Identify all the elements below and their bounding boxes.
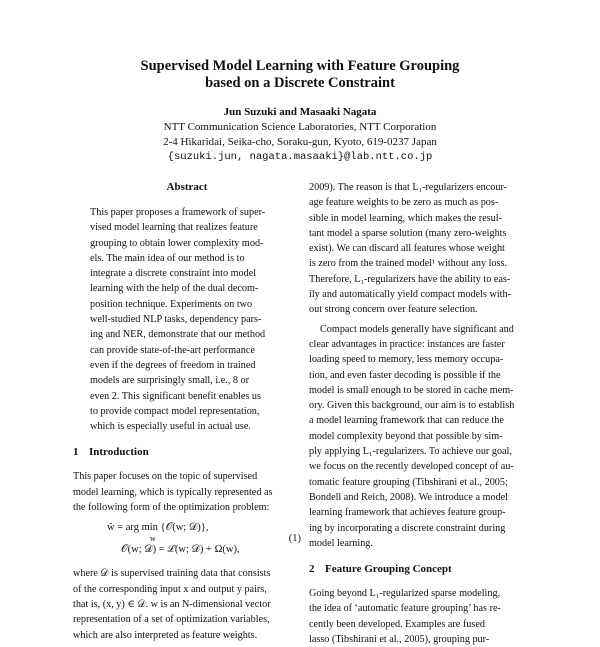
abstract-line: This paper proposes a framework of super- bbox=[90, 207, 266, 218]
right-paragraph-1 bbox=[309, 180, 535, 318]
body-line: sible in model learning, which makes the resul- bbox=[309, 212, 502, 224]
abstract-line: vised model learning that realizes feature bbox=[90, 222, 258, 234]
body-line: lasso (Tibshirani et al., 2005), grouping pur- bbox=[309, 634, 490, 646]
body-line: Therefore, L₁-regularizers have the ability to eas- bbox=[309, 273, 511, 285]
body-line: we focus on the recently developed concept of au- bbox=[309, 461, 514, 473]
abstract-line: which is especially useful in actual use. bbox=[90, 421, 251, 433]
equation-line-1: ŵ = arg min {𝒪(w; 𝒟)}, bbox=[107, 522, 209, 534]
abstract-body bbox=[73, 205, 301, 434]
paper-title-line2: based on a Discrete Constraint bbox=[205, 75, 395, 91]
body-line: learning framework that achieves feature group- bbox=[309, 507, 506, 519]
section-2-heading bbox=[309, 562, 535, 577]
body-line: ily and automatically yield compact models with- bbox=[309, 289, 511, 301]
right-paragraph-2 bbox=[309, 322, 535, 551]
section-1-heading bbox=[73, 445, 301, 460]
abstract-line: grouping to obtain lower complexity mod- bbox=[90, 237, 264, 249]
body-line: is zero from the trained model¹ without any loss. bbox=[309, 258, 507, 270]
section-2-title: Feature Grouping Concept bbox=[325, 563, 452, 576]
intro-paragraph bbox=[73, 469, 301, 515]
email-addresses: {suzuki.jun, nagata.masaaki}@lab.ntt.co.jp bbox=[167, 151, 433, 163]
body-line: cently been developed. Examples are fused bbox=[309, 618, 485, 630]
right-column bbox=[309, 180, 535, 647]
body-line: tomatic feature grouping (Tibshirani et al., 2005; bbox=[309, 476, 508, 488]
body-line: tant model a sparse solution (many zero-weights bbox=[309, 227, 507, 239]
body-line: Bondell and Reich, 2008). We introduce a model bbox=[309, 491, 509, 503]
author-names: Jun Suzuki and Masaaki Nagata bbox=[223, 106, 377, 118]
paper-title-line1: Supervised Model Learning with Feature Grouping bbox=[140, 58, 460, 74]
section-2-number: 2 bbox=[309, 563, 315, 576]
section-1-title: Introduction bbox=[89, 446, 149, 459]
equation-subscript: w bbox=[150, 534, 156, 544]
abstract-heading: Abstract bbox=[166, 181, 208, 193]
body-line: clear advantages in practice: instances are faster bbox=[309, 338, 505, 350]
intro-line: which are also interpreted as feature weights. bbox=[73, 629, 258, 641]
body-line: ply applying L₁-regularizers. To achieve our goal, bbox=[309, 446, 512, 458]
intro-line: model learning, which is typically represented as bbox=[73, 486, 273, 498]
body-line: the idea of ‘automatic feature grouping’ has re- bbox=[309, 603, 501, 615]
intro-line: the following form of the optimization problem: bbox=[73, 502, 270, 514]
equation-1 bbox=[73, 520, 301, 560]
body-line: ory. Given this background, our aim is to establish bbox=[309, 400, 515, 412]
intro-line: that is, (x, y) ∈ 𝒟. w is an N-dimensional vector bbox=[73, 598, 271, 610]
right-paragraph-3 bbox=[309, 586, 535, 647]
abstract-line: to provide compact model representation, bbox=[90, 405, 260, 417]
intro-paragraph-2 bbox=[73, 566, 301, 642]
body-line: model is small enough to be stored in cache mem- bbox=[309, 384, 514, 396]
abstract-line: ing and NER, demonstrate that our method bbox=[90, 329, 266, 341]
section-1-number: 1 bbox=[73, 446, 79, 459]
equation-number: (1) bbox=[288, 533, 301, 545]
left-column bbox=[73, 180, 301, 643]
abstract-line: position technique. Experiments on two bbox=[90, 298, 253, 310]
intro-line: This paper focuses on the topic of supervised bbox=[73, 471, 258, 483]
address: 2-4 Hikaridai, Seika-cho, Soraku-gun, Kyoto, 619-0237 Japan bbox=[163, 136, 437, 148]
body-line: Going beyond L₁-regularized sparse modeling, bbox=[309, 588, 501, 600]
abstract-line: els. The main idea of our method is to bbox=[90, 252, 245, 264]
body-line: loading speed to memory, less memory occupa- bbox=[309, 354, 504, 366]
affiliation: NTT Communication Science Laboratories, NTT Corporation bbox=[163, 121, 437, 133]
body-line: tion, and even faster decoding is possible if the bbox=[309, 369, 501, 381]
body-line: Compact models generally have significant and bbox=[320, 323, 514, 335]
equation-line-2: 𝒪(w; 𝒟) = ℒ(w; 𝒟) + Ω(w), bbox=[121, 544, 240, 556]
abstract-line: can provide state-of-the-art performance bbox=[90, 344, 255, 356]
abstract-line: integrate a discrete constraint into model bbox=[90, 268, 257, 280]
body-line: out strong concern over feature selection. bbox=[309, 304, 478, 316]
body-line: model complexity beyond that possible by sim- bbox=[309, 430, 503, 442]
abstract-line: well-studied NLP tasks, dependency pars- bbox=[90, 314, 262, 326]
body-line: ing by incorporating a discrete constraint during bbox=[309, 522, 506, 534]
body-line: model learning. bbox=[309, 537, 373, 549]
body-line: a model learning framework that can reduce the bbox=[309, 415, 504, 427]
abstract-line: even if the degrees of freedom in trained bbox=[90, 359, 256, 371]
body-line: age feature weights to be zero as much as pos- bbox=[309, 197, 499, 209]
intro-line: where 𝒟 is supervised training data that consists bbox=[73, 568, 271, 580]
abstract-line: even 2. This significant benefit enables us bbox=[90, 390, 261, 402]
intro-line: of the corresponding input x and output y pairs, bbox=[73, 583, 267, 595]
abstract-line: models are surprisingly small, i.e., 8 or bbox=[90, 375, 250, 387]
intro-line: representation of a set of optimization variables, bbox=[73, 614, 270, 626]
body-line: exist). We can discard all features whose weight bbox=[309, 243, 505, 255]
abstract-line: learning with the help of the dual decom- bbox=[90, 283, 259, 295]
body-line: 2009). The reason is that L₁-regularizers encour- bbox=[309, 182, 508, 193]
